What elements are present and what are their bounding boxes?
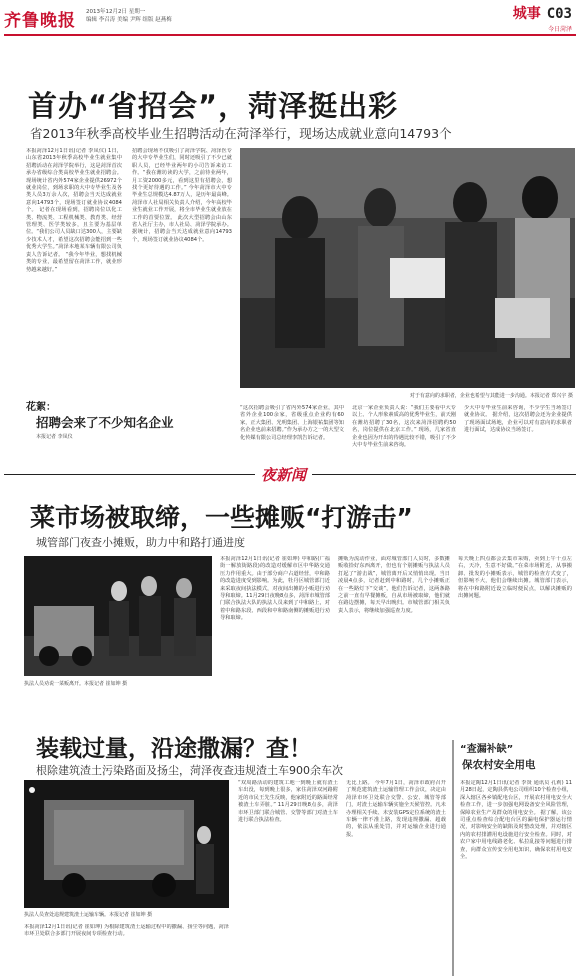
story3-subhead: 根除建筑渣土污染路面及扬尘，菏泽夜查违规渣土车900余车次 <box>36 764 343 777</box>
story1-headline: 首办“省招会”，菏泽挺出彩 <box>28 89 399 123</box>
sidebar-byline: 本报记者 李凤仪 <box>36 434 73 440</box>
sidebar-box-kicker: “查漏补缺” <box>460 744 514 755</box>
story3-bottom-text: 本报菏泽12月1日讯(记者 崔如坤) 为根除建筑渣土运输过程中的撒漏、扬尘等问题，菏泽市环卫处联合多部门开展夜间专项检查行动。 <box>24 924 229 938</box>
story1-subhead: 省2013年秋季高校毕业生招聘活动在菏泽举行，现场达成就业意向14793个 <box>30 126 452 141</box>
street-vendor-night-photo <box>24 556 212 676</box>
story2-column-2: 摊贩为流动作业，面对城管部门人员时，多数摊贩收拾好东西离开，但也有个别摊贩与执法人员打起了“游击战”，城管离开后又悄悄出现。当日凌晨4点多，记者赶到中和路时，几个小摊贩正在一些路灯下“交谈”，他们告诉记者，这两条路之前一直有早餐摊贩，自从市场被取缔，他们就在路边摆摊，每天早出晚归。市城管部门相关负责人表示，将继续加强巡查力度。 <box>338 556 450 614</box>
sub-section: 今日菏泽 <box>547 26 572 33</box>
story2-headline: 菜市场被取缔，一些摊贩“打游击” <box>30 503 413 532</box>
job-fair-crowd-photo <box>240 148 575 388</box>
story2-column-3: 每天晚上四点都会去集市采购，卖到上午十点左右，天冷，生意不好做。”在菜市场附近，从事搬卸、批发的小摊贩表示，城管的检查方式变了，但影响不大，他们会继续出摊。城管部门表示，将在中和路附近设立临时便民点，以解决摊贩的出摊问题。 <box>458 556 572 600</box>
story3-photo <box>24 780 229 908</box>
sidebar-box-body: 本报定陶12月1日讯(记者 李贤 通讯员 孔莉) 11月28日起，定陶县供电公司组织10个检查小组，深入辖区各乡镇配电台区，开展农村用电安全大检查工作，进一步加强电网设备安全风险管理，保障农业生产及群众的用电安全。 据了解，该公司重点检查综合配电台区的漏电保护器运行情况，对影响安全的缺陷及时整改处理，并对辖区内的农村排灌用电设施进行安全检查。同时，对农户家中用电线路老化、私拉乱接等问题进行排查，向群众宣传安全用电知识，确保农村用电安全。 <box>460 780 572 861</box>
editor-credits: 编辑 李召涛 美编 尹辉 组版 赵燕梅 <box>86 17 172 23</box>
page-number: C03 <box>546 6 572 22</box>
story2-column-1: 本报菏泽12月1日讯(记者 崔如坤) 中和路(广福街一解放街路段)的改造对缓解市区中华路交通压力作用重大。由于部分商户占道经营，中和路的改造进度受到影响。为此，牡丹区城管部门近来采取夜间执法模式，对夜间出摊的小贩进行劝导和取缔。11月29日夜晚8点多，菏泽市城管部门联合执法大队的执法人员来到了中和路上，对着中和路东段、西段和中和路南侧的摊贩进行劝导和取缔。 <box>220 556 330 622</box>
sidebar-title: 招聘会来了不少知名企业 <box>36 415 174 430</box>
story1-column-1: 本报菏泽12月1日讯(记者 李凤仪) 1日，山东省2013年秋季高校毕业生就业集中招聘活动在菏泽学院举行，这是菏泽首次承办省级综合类高校毕业生就业招聘会。现场统计省内外574家企业提供26972个就业岗位，到场求职的大中专毕业生及各类人员3万余人次，招聘会当天达成就业意向14793个，现场签订就业协议4084个。 记者在现场看到，招聘岗位以化工类、物流类、工程机械类、教育类、经营管理类、医学类较多，且主要为基层单位。“我们公司人员缺口达300人，主要缺少技术人才，希望这次招聘会能招到一些优秀大学生。”菏泽本地某车辆有限公司负责人告诉记者。 “我今年毕业，想找机械类的专业，最希望留在菏泽工作，就业形势越来越好。” <box>26 148 122 273</box>
story3-column-1: “双周路活动的建筑工地一到晚上就有渣土车出没，每到晚上很多，家住菏泽双河路附近的市民王先生反映，他家附近的路面经常被渣土车弄脏。” 11月29日晚8点多，菏泽市环卫部门联合城管、交警等部门对渣土车进行联合执法检查。 <box>238 780 338 824</box>
sidebar-divider <box>452 740 454 976</box>
story3-photo-caption: 执法人员查处违规建筑渣土运输车辆。本报记者 崔如坤 摄 <box>24 912 153 918</box>
story1-lower-column-2: 北京一家企业负责人说：“我们主要看中大专以上、个人形象素质高的优秀毕业生，前天刚在潍坊招聘了30名，这次来菏泽招聘约50名，岗位提供在北京工作。” 现场，几家省直企业也因为开出的待遇比较不错，吸引了不少大中专毕业生前来咨询。 <box>352 405 456 449</box>
section-name: 城事 <box>512 6 541 22</box>
story2-photo <box>24 556 212 676</box>
story1-photo <box>240 148 575 388</box>
section-label <box>513 3 572 33</box>
muck-truck-inspection-photo <box>24 780 229 908</box>
story1-lower-column-3: 少大中专毕业生前来咨询，不少学生当场签订就业协议。 据介绍，这次招聘会还为企业提供了现场面试场地，企业可以对有意向的求职者进行面试，达成协议当场签订。 <box>464 405 572 434</box>
story1-column-2: 招聘会现场不仅吸引了菏泽学院、菏泽医专的大中专毕业生们，同时还吸引了不少已就职人员，已经毕业两年的小司告诉来访工作。“我在潍坊读的大学，之前待业两年，月工资2000多元，看到这里有招聘会，想找个更好待遇的工作。” 今年菏泽市大中专毕业生总规模达4.87万人，是历年最高峰。菏泽市人社局相关负责人介绍，今年高校毕业生就业工作开展，将全市毕业生就业放在工作的首要位置。 此次大型招聘会由山东省人社厅主办，市人社局、菏泽学院承办。据统计，招聘会当天达成就业意向14793个，现场签订就业协议4084个。 <box>132 148 232 243</box>
night-news-banner <box>255 464 312 485</box>
story3-headline: 装载过量，沿途撒漏？查！ <box>36 736 312 762</box>
story1-photo-caption: 对于有意向的求职者，企业也希望与其能进一步沟通。本报记者 郑兴宇 摄 <box>409 393 573 399</box>
masthead-meta <box>86 8 172 24</box>
story2-photo-caption: 执法人员劝说一菜贩离开。本报记者 崔如坤 摄 <box>24 681 128 687</box>
newspaper-logo: 齐鲁晚报 <box>4 11 76 31</box>
masthead-rule <box>4 34 576 36</box>
sidebar-box-title: 保农村安全用电 <box>462 759 536 771</box>
sidebar-kicker: 花絮： <box>26 402 56 413</box>
story1-lower-column-1: “这次招聘会吸引了省内外574家企业，其中省外企业100余家，省级重点企业约有60家，正大集团、光明集团、上海银祐集团等知名企业也前来招聘。”作为承办方之一的大型文化传媒有限公司总经理李凯告诉记者。 <box>240 405 344 441</box>
night-news-label: 夜新闻 <box>261 466 307 484</box>
story2-subhead: 城管部门夜查小摊贩，助力中和路打通进度 <box>36 536 245 549</box>
issue-date: 2013年12月2日 星期一 <box>86 9 146 15</box>
story3-column-2: 无比上路。 今年7月1日，菏泽市政府召开了规范建筑渣土运输管理工作会议，决定由菏泽市环卫处联合交警、公安、城管等部门，对渣土运输车辆实施全天候管控。凡未办理相关手续、未安装GPS定位系统的渣土车辆一律不准上路，发现违规撒漏、超载的，依法从重处罚，并对运输企业进行通报。 <box>346 780 446 838</box>
